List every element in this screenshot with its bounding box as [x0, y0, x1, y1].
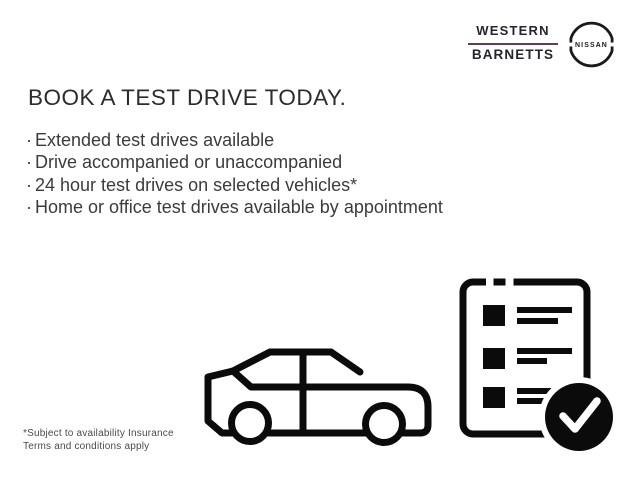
list-item — [26, 151, 443, 173]
bullet-marker: · — [26, 130, 32, 150]
dealer-name-line1: WESTERN — [476, 23, 550, 38]
footnote-line1: *Subject to availability Insurance — [23, 428, 174, 439]
bullet-marker: · — [26, 152, 32, 173]
footnote-line2: Terms and conditions apply — [23, 441, 150, 452]
dealer-logo — [468, 24, 558, 62]
checkmark-circle-icon — [539, 377, 619, 457]
front-wheel — [232, 405, 269, 442]
list-item-text: 24 hour test drives on selected vehicles* — [35, 174, 358, 195]
rear-wheel — [366, 406, 403, 443]
footnote — [23, 427, 174, 453]
dealer-divider — [468, 43, 558, 45]
list-item-text: Drive accompanied or unaccompanied — [35, 152, 343, 173]
bullet-marker: · — [26, 174, 32, 195]
list-item — [26, 174, 443, 196]
checklist-icon — [455, 272, 625, 458]
list-item-text: Extended test drives available — [35, 130, 275, 150]
dealer-name-line2: BARNETTS — [471, 47, 555, 62]
list-item — [26, 196, 443, 218]
headline: BOOK A TEST DRIVE TODAY. — [28, 85, 347, 110]
car-outline-icon — [198, 340, 448, 452]
bullet-marker: · — [26, 197, 32, 218]
benefits-list — [26, 129, 443, 219]
list-item-text: Home or office test drives available by appointment — [35, 197, 443, 218]
nissan-logo-icon — [566, 19, 617, 70]
list-item — [26, 129, 443, 151]
nissan-wordmark: NISSAN — [575, 42, 608, 50]
